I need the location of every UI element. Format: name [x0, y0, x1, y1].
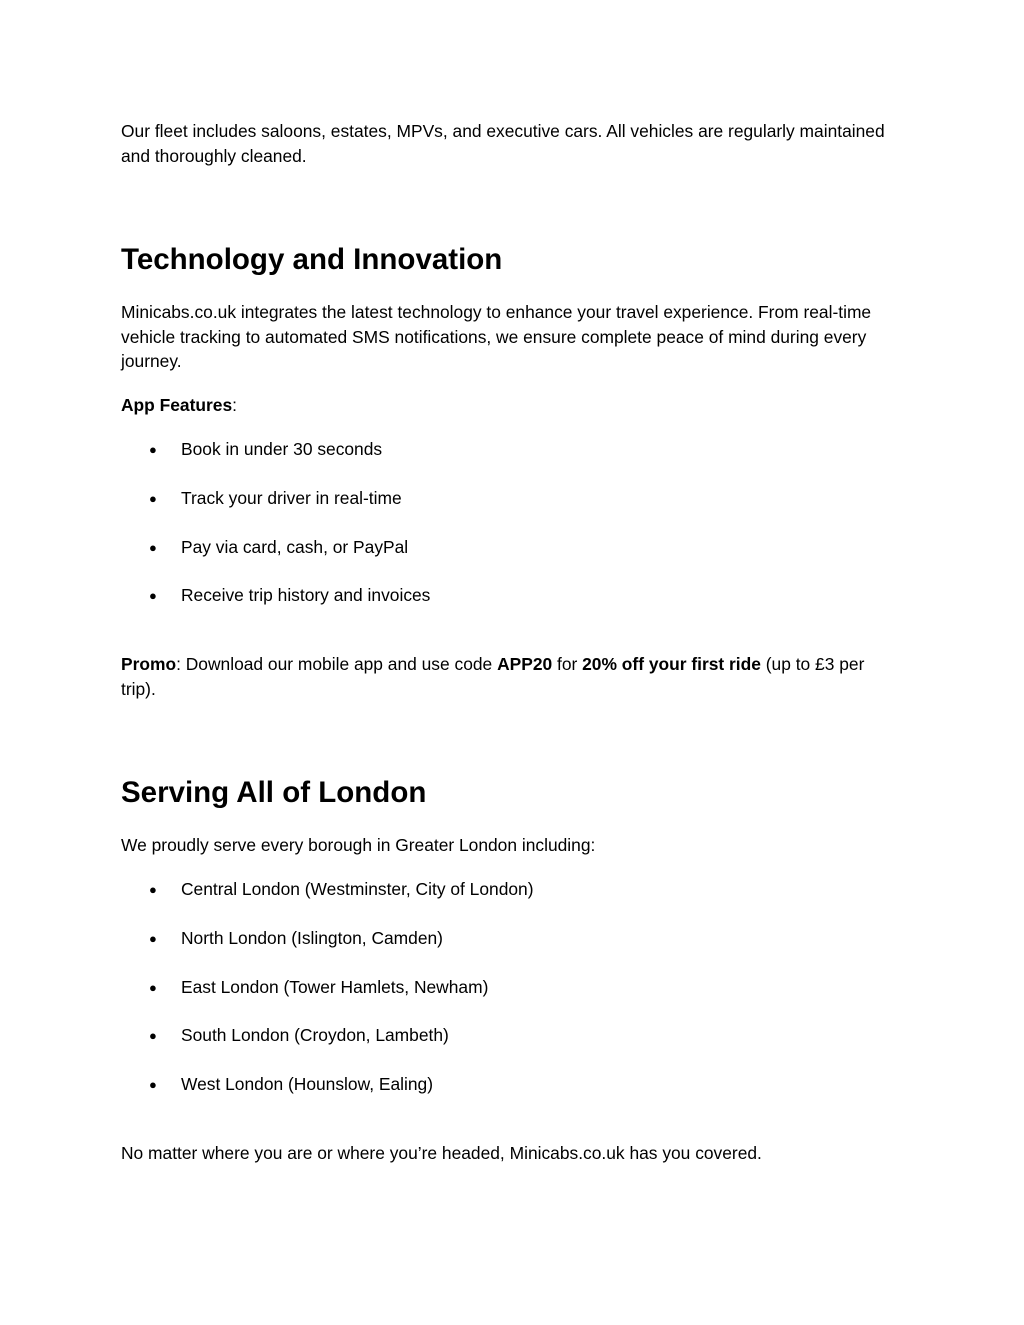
list-item-text: West London (Hounslow, Ealing)	[181, 1074, 433, 1094]
bullet-icon: ●	[149, 1077, 157, 1092]
bullet-icon: ●	[149, 588, 157, 603]
promo-text-1: : Download our mobile app and use code	[176, 654, 498, 674]
list-item	[149, 975, 488, 1000]
list-item	[149, 486, 402, 511]
promo-label: Promo	[121, 654, 177, 674]
list-item	[149, 877, 534, 902]
list-item-text: East London (Tower Hamlets, Newham)	[181, 977, 489, 997]
list-item-text: Central London (Westminster, City of London)	[181, 879, 534, 899]
list-item	[149, 437, 382, 462]
app-features-colon: :	[232, 395, 237, 415]
bullet-icon: ●	[149, 931, 157, 946]
technology-heading: Technology and Innovation	[121, 243, 503, 276]
list-item	[149, 926, 443, 951]
bullet-icon: ●	[149, 491, 157, 506]
bullet-icon: ●	[149, 980, 157, 995]
bullet-icon: ●	[149, 1028, 157, 1043]
app-features-title: App Features	[121, 395, 233, 415]
fleet-paragraph: Our fleet includes saloons, estates, MPVs, and executive cars. All vehicles are regularly maintained and thoroughly cleaned.	[121, 121, 885, 166]
bullet-icon: ●	[149, 442, 157, 457]
list-item	[149, 583, 430, 608]
list-item	[149, 1072, 433, 1097]
technology-intro: Minicabs.co.uk integrates the latest technology to enhance your travel experience. From real-time vehicle tracking to automated SMS notifications, we ensure complete peace of mind during every journey.	[121, 302, 872, 371]
list-item-text: Track your driver in real-time	[181, 488, 402, 508]
list-item-text: South London (Croydon, Lambeth)	[181, 1025, 449, 1045]
list-item-text: Pay via card, cash, or PayPal	[181, 537, 409, 557]
bullet-icon: ●	[149, 882, 157, 897]
list-item	[149, 1023, 449, 1048]
london-intro: We proudly serve every borough in Greater London including:	[121, 835, 596, 855]
promo-text-2: for	[552, 654, 583, 674]
list-item-text: Receive trip history and invoices	[181, 585, 431, 605]
list-item	[149, 535, 408, 560]
promo-paragraph	[121, 652, 891, 701]
bullet-icon: ●	[149, 540, 157, 555]
promo-offer: 20% off your first ride	[582, 654, 761, 674]
promo-code: APP20	[497, 654, 553, 674]
list-item-text: Book in under 30 seconds	[181, 439, 383, 459]
app-features-label	[121, 393, 891, 418]
closing-paragraph: No matter where you are or where you’re headed, Minicabs.co.uk has you covered.	[121, 1143, 762, 1163]
promo-text-3: (up to £3 per trip).	[121, 654, 865, 699]
list-item-text: North London (Islington, Camden)	[181, 928, 443, 948]
london-heading: Serving All of London	[121, 776, 427, 809]
